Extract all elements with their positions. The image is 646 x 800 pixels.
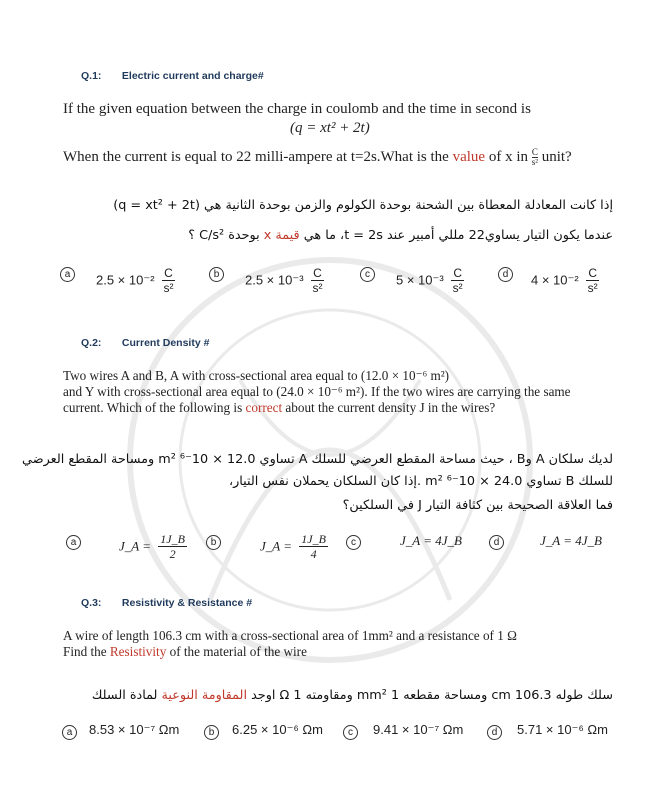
q1-option-b[interactable] [209,264,224,282]
q2-b-lhs: J_A = [260,538,292,554]
q1-equation: (q = xt² + 2t) [290,120,370,136]
q1-b-frac-den: s² [312,281,323,295]
option-letter-a: a [62,725,77,740]
q1-ar-highlight: قيمة x [263,228,300,243]
q1-c-fraction [451,266,464,295]
option-letter-c: c [343,725,358,740]
q1-b-fraction [311,266,324,295]
q3-option-c[interactable] [343,722,358,740]
q2-option-d-value: J_A = 4J_B [540,533,602,548]
q3-option-d[interactable] [487,722,502,740]
q2-number: Q.2: [81,337,102,349]
q1-title: Electric current and charge# [121,70,264,82]
q2-b-fraction [299,532,328,561]
q1-unit-fraction [532,148,538,167]
q2-option-c[interactable] [346,532,361,550]
q3-ar-highlight: المقاومة النوعية [161,688,248,703]
q2-option-b[interactable] [206,532,221,550]
q2-header [81,337,209,349]
q2-option-c-value: J_A = 4J_B [400,533,462,548]
q3-text: Find the [63,644,110,659]
q1-option-d[interactable] [498,264,513,282]
q1-english-line1: If the given equation between the charge in coulomb and the time in second is [63,101,531,117]
q2-english-line1: Two wires A and B, A with cross-sectional area equal to (12.0 × 10⁻⁶ m²) [63,368,450,383]
option-letter-b: b [206,535,221,550]
q1-option-d-value [531,266,599,295]
q1-unit-den: s² [531,157,538,168]
q1-header [81,70,264,82]
option-letter-d: d [489,535,504,550]
option-letter-c: c [346,535,361,550]
q1-a-frac-num: C [164,266,173,280]
option-letter-b: b [209,267,224,282]
q1-ar-text: عندما يكون التيار يساوي22 مللي أمبير عند t = 2s، ما هي [299,228,613,243]
q3-number: Q.3: [81,597,102,609]
q3-option-b[interactable] [204,722,219,740]
q1-b-num: 2.5 × 10⁻³ [245,272,304,288]
q1-a-fraction [162,266,175,295]
option-letter-c: c [360,267,375,282]
q1-option-b-value [245,266,324,295]
q2-arabic-line1: لديك سلكان A وB ، حيث مساحة المقطع العرضي للسلك A تساوي 12.0 × 10⁻⁶ m² ومساحة المقطع العرضي [22,452,613,467]
q2-a-lhs: J_A = [119,538,151,554]
q1-text-b: of x in [485,149,528,165]
q1-unit-num: C [531,147,538,158]
q2-a-fraction [158,532,187,561]
q2-b-frac-num: 1J_B [301,532,326,546]
option-letter-b: b [204,725,219,740]
q1-d-frac-den: s² [587,281,598,295]
q1-option-a-value [96,266,175,295]
q2-b-frac-den: 4 [310,547,317,561]
q1-c-frac-num: C [453,266,462,280]
q2-a-frac-den: 2 [169,547,176,561]
q1-text: When the current is equal to 22 milli-ampere at t=2s.What is the [63,149,453,165]
q3-option-b-value: 6.25 × 10⁻⁶ Ωm [232,722,323,737]
option-letter-a: a [60,267,75,282]
q2-title: Current Density # [121,337,210,349]
option-letter-d: d [487,725,502,740]
q3-option-d-value: 5.71 × 10⁻⁶ Ωm [517,722,608,737]
q3-arabic-line [92,688,613,703]
q1-english-line2 [63,148,572,167]
q2-option-d[interactable] [489,532,504,550]
q1-d-frac-num: C [588,266,597,280]
q2-arabic-line3: فما العلاقة الصحيحة بين كثافة التيار J في السلكين؟ [342,498,613,513]
q1-text-c: unit? [541,149,572,165]
q2-text: current. Which of the following is [63,400,246,415]
q1-d-fraction [586,266,599,295]
q1-a-frac-den: s² [163,281,174,295]
q2-english-line2: and Y with cross-sectional area equal to (24.0 × 10⁻⁶ m²). If the two wires are carrying the same [63,384,571,399]
q2-text-b: about the current density J in the wires? [282,400,496,415]
q2-a-frac-num: 1J_B [160,532,185,546]
q3-ar-text-b: لمادة السلك [91,688,162,703]
q2-option-b-value [260,532,328,561]
q2-option-a-value [119,532,187,561]
q2-english-line3 [63,400,495,416]
q1-number: Q.1: [81,70,102,82]
q1-highlight: value [452,149,486,165]
q2-arabic-line2: للسلك B تساوي 24.0 × 10⁻⁶ m² .إذا كان السلكان يحملان نفس التيار، [228,474,613,489]
q3-option-c-value: 9.41 × 10⁻⁷ Ωm [373,722,464,737]
q3-text-b: of the material of the wire [166,644,307,659]
q3-english-line1: A wire of length 106.3 cm with a cross-sectional area of 1mm² and a resistance of 1 Ω [63,628,517,643]
q1-arabic-line1: إذا كانت المعادلة المعطاة بين الشحنة بوحدة الكولوم والزمن بوحدة الثانية هي (q = xt² + 2t) [113,198,613,213]
q1-a-num: 2.5 × 10⁻² [96,272,155,288]
q1-ar-text-b: بوحدة C/s² ؟ [188,228,264,243]
q3-english-line2 [63,644,307,660]
q1-b-frac-num: C [313,266,322,280]
q1-option-c[interactable] [360,264,375,282]
q3-option-a-value: 8.53 × 10⁻⁷ Ωm [89,722,180,737]
q1-d-num: 4 × 10⁻² [531,272,579,288]
q2-highlight: correct [245,400,283,415]
q1-option-c-value [396,266,464,295]
q3-header [81,597,252,609]
q3-option-a[interactable] [62,722,77,740]
q3-ar-text: سلك طوله 106.3 cm ومساحة مقطعه 1 mm² ومقاومته 1 Ω اوجد [247,688,613,703]
q3-title: Resistivity & Resistance # [121,597,253,609]
q2-option-a[interactable] [66,532,81,550]
q1-c-num: 5 × 10⁻³ [396,272,444,288]
q1-c-frac-den: s² [452,281,463,295]
q1-option-a[interactable] [60,264,75,282]
q1-arabic-line2 [188,228,613,243]
option-letter-a: a [66,535,81,550]
option-letter-d: d [498,267,513,282]
q3-highlight: Resistivity [109,644,167,659]
